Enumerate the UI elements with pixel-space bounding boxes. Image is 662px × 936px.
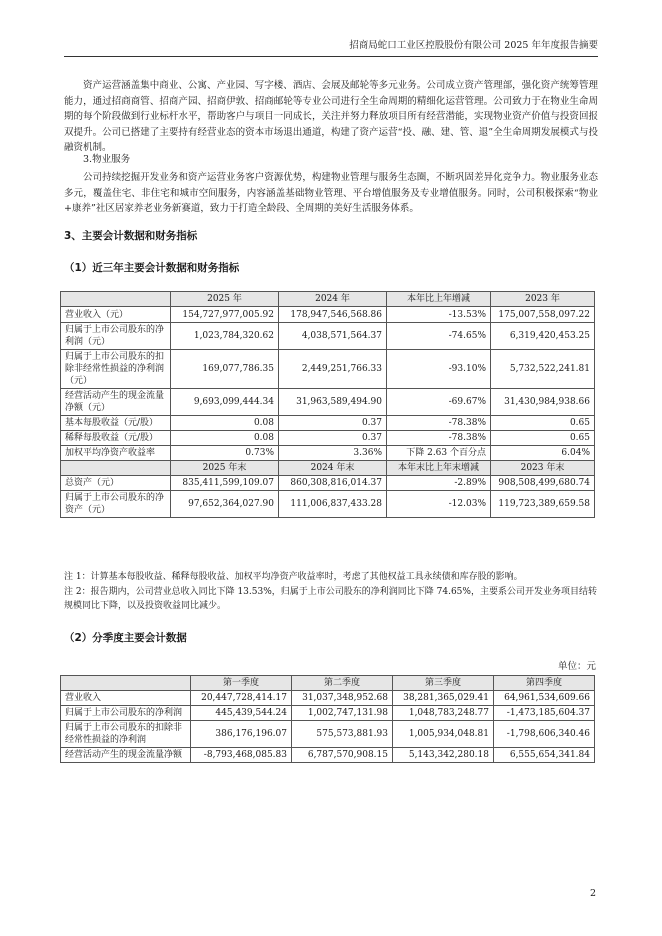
table-header-cell [61,292,171,307]
table-cell: 0.73% [171,446,279,461]
table-header-cell: 2025 年末 [171,461,279,476]
row-label: 归属于上市公司股东的扣除非经常性损益的净利润 [61,721,191,748]
table-header-cell: 2024 年 [279,292,387,307]
note-2: 注 2：报告期内，公司营业总收入同比下降 13.53%，归属于上市公司股东的净利润同比下降 74.65%，主要系公司开发业务项目结转规模同比下降，以及投资收益同比减少。 [64,587,597,611]
table-row [61,748,595,763]
table-header-cell [61,676,191,691]
table-row [61,416,595,431]
table-header-cell: 本年比上年增减 [387,292,491,307]
table-cell: -74.65% [387,323,491,350]
table-cell: -2.89% [387,476,491,491]
table-cell: 31,037,348,952.68 [292,691,393,706]
table-cell: 908,508,499,680.74 [491,476,595,491]
table-cell: 0.08 [171,416,279,431]
table-cell: 835,411,599,109.07 [171,476,279,491]
table-row [61,691,595,706]
row-label: 基本每股收益（元/股） [61,416,171,431]
table-cell: 386,176,196.07 [191,721,292,748]
table-cell: 64,961,534,609.66 [494,691,595,706]
table-row [61,431,595,446]
table-cell: 20,447,728,414.17 [191,691,292,706]
table-cell: 1,023,784,320.62 [171,323,279,350]
table-cell: 0.65 [491,431,595,446]
table-header-cell: 本年末比上年末增减 [387,461,491,476]
row-label: 总资产（元） [61,476,171,491]
table-cell: 6.04% [491,446,595,461]
row-label: 稀释每股收益（元/股） [61,431,171,446]
table-cell: -78.38% [387,416,491,431]
table-header-cell: 2023 年 [491,292,595,307]
table-cell: -78.38% [387,431,491,446]
table-cell: -93.10% [387,350,491,389]
table-cell: 9,693,099,444.34 [171,389,279,416]
table-cell: -8,793,468,085.83 [191,748,292,763]
table-header-cell: 第三季度 [393,676,494,691]
table-cell: 1,048,783,248.77 [393,706,494,721]
table-cell: 575,573,881.93 [292,721,393,748]
table-header-cell: 2023 年末 [491,461,595,476]
table-row [61,389,595,416]
asset-operation-paragraph: 资产运营涵盖集中商业、公寓、产业园、写字楼、酒店、会展及邮轮等多元业务。公司成立资产管理部，强化资产统筹管理能力，通过招商商管、招商产园、招商伊敦、招商邮轮等专业公司进行全生命周期的精细化运营管理。公司致力于在物业生命周期的每个阶段做到行业标杆水平，帮助客户与项目一同成长，关注并努力释放项目所有经营潜能，实现物业资产价值与投资回报双提升。公司已搭建了主要持有经营业态的资本市场退出通道，构建了资产运营“投、融、建、管、退”全生命周期发展模式与投融资机制。 [64,80,598,153]
row-label: 归属于上市公司股东的净利润（元） [61,323,171,350]
table-cell: 5,732,522,241.81 [491,350,595,389]
table-cell: 6,319,420,453.25 [491,323,595,350]
section-heading-three-year-data: （1）近三年主要会计数据和财务指标 [64,262,240,274]
table-cell: 0.37 [279,416,387,431]
three-year-financial-table [60,291,595,518]
table-row [61,491,595,518]
table-cell: 111,006,837,433.28 [279,491,387,518]
table-cell: 0.08 [171,431,279,446]
table-cell: 5,143,342,280.18 [393,748,494,763]
table-cell: 0.65 [491,416,595,431]
table-cell: -12.03% [387,491,491,518]
table-row [61,476,595,491]
row-label: 加权平均净资产收益率 [61,446,171,461]
table-header-cell: 2024 年末 [279,461,387,476]
table-cell: 4,038,571,564.37 [279,323,387,350]
table-cell: 169,077,786.35 [171,350,279,389]
row-label: 归属于上市公司股东的净资产（元） [61,491,171,518]
table-cell: 445,439,544.24 [191,706,292,721]
row-label: 经营活动产生的现金流量净额 [61,748,191,763]
table-cell: 31,430,984,938.66 [491,389,595,416]
section-heading-accounting-data: 3、主要会计数据和财务指标 [64,230,198,242]
property-service-heading: 3.物业服务 [83,154,131,165]
table-cell: -1,473,185,604.37 [494,706,595,721]
table-row [61,307,595,323]
quarterly-financial-table [60,675,595,763]
table-header-cell: 第一季度 [191,676,292,691]
row-label: 归属于上市公司股东的净利润 [61,706,191,721]
table-cell: 1,005,934,048.81 [393,721,494,748]
table-header-cell: 第四季度 [494,676,595,691]
table-header-row [61,676,595,691]
table-row [61,446,595,461]
table-cell: 38,281,365,029.41 [393,691,494,706]
table-header-row [61,292,595,307]
table-cell: 31,963,589,494.90 [279,389,387,416]
table-cell: -69.67% [387,389,491,416]
row-label: 经营活动产生的现金流量净额（元） [61,389,171,416]
row-label: 营业收入（元） [61,307,171,323]
table-header-cell: 第二季度 [292,676,393,691]
table-cell: 97,652,364,027.90 [171,491,279,518]
report-header [64,38,598,57]
table-header-cell [61,461,171,476]
table-cell: 860,308,816,014.37 [279,476,387,491]
table-cell: 178,947,546,568.86 [279,307,387,323]
table-row [61,350,595,389]
property-service-paragraph: 公司持续挖掘开发业务和资产运营业务客户资源优势，构建物业管理与服务生态圈，不断巩固差异化竞争力。物业服务业态多元，覆盖住宅、非住宅和城市空间服务，内容涵盖基础物业管理、平台增值服务及专业增值服务。同时，公司积极探索“物业+康养”社区居家养老业务新赛道，致力于打造全龄段、全周期的美好生活服务体系。 [64,172,598,214]
table-cell: 6,555,654,341.84 [494,748,595,763]
table-cell: 175,007,558,097.22 [491,307,595,323]
row-label: 营业收入 [61,691,191,706]
table-header-row [61,461,595,476]
table-row [61,706,595,721]
table-cell: -1,798,606,340.46 [494,721,595,748]
row-label: 归属于上市公司股东的扣除非经常性损益的净利润（元） [61,350,171,389]
table-cell: 2,449,251,766.33 [279,350,387,389]
table-row [61,323,595,350]
table-cell: 0.37 [279,431,387,446]
section-heading-quarterly-data: （2）分季度主要会计数据 [64,632,187,644]
table-cell: 1,002,747,131.98 [292,706,393,721]
table-cell: 119,723,389,659.58 [491,491,595,518]
table-cell: -13.53% [387,307,491,323]
table-cell: 下降 2.63 个百分点 [387,446,491,461]
table-cell: 3.36% [279,446,387,461]
unit-label: 单位：元 [557,661,596,672]
page-number: 2 [589,888,596,899]
table-cell: 154,727,977,005.92 [171,307,279,323]
note-1: 注 1：计算基本每股收益、稀释每股收益、加权平均净资产收益率时，考虑了其他权益工具永续债和库存股的影响。 [64,572,523,582]
table-cell: 6,787,570,908.15 [292,748,393,763]
table-row [61,721,595,748]
table-header-cell: 2025 年 [171,292,279,307]
report-header-title: 招商局蛇口工业区控股股份有限公司 2025 年年度报告摘要 [349,40,598,51]
